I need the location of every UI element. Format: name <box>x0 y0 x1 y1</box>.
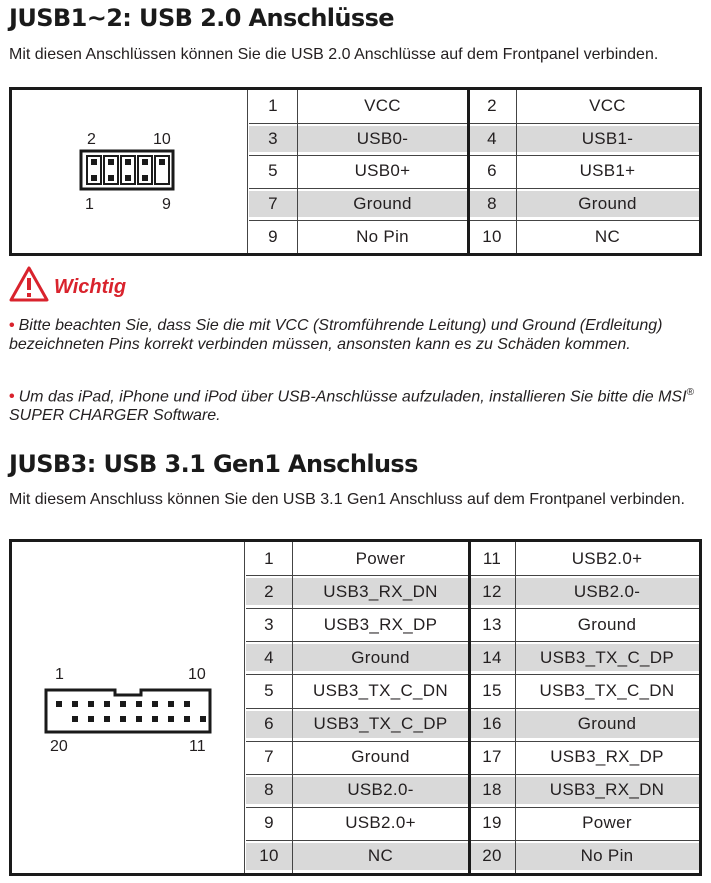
pin-number: 6 <box>487 161 497 181</box>
pin-signal: Ground <box>351 647 410 667</box>
pin-number: 9 <box>268 226 278 246</box>
pin-number: 8 <box>487 194 497 214</box>
header-label-bottom-right: 9 <box>162 196 171 213</box>
row-divider <box>246 641 699 642</box>
row-divider <box>249 155 699 156</box>
header-label-bottom-left: 1 <box>85 196 94 213</box>
pin-number: 10 <box>482 226 502 246</box>
column-divider <box>467 90 470 253</box>
pin-signal: Ground <box>577 714 637 734</box>
row-divider <box>246 674 699 675</box>
pin-signal: USB3_TX_C_DP <box>313 714 448 734</box>
jusb12-pin-table <box>9 87 702 256</box>
pin-number: 17 <box>482 747 502 767</box>
jusb12-header-diagram <box>12 90 248 253</box>
pin-signal: USB3_TX_C_DN <box>539 680 675 700</box>
pin-signal: Ground <box>577 614 637 634</box>
row-divider <box>246 774 699 775</box>
row-divider <box>249 220 699 221</box>
header-label-top-right: 10 <box>153 131 171 148</box>
pin-signal: USB3_TX_C_DN <box>313 680 448 700</box>
pin-number: 5 <box>268 161 278 181</box>
pin-row <box>246 542 699 575</box>
pin-signal: USB0- <box>356 128 409 148</box>
header-label-bottom-left: 20 <box>50 738 68 755</box>
jusb3-pin-table <box>9 539 702 876</box>
pin-number: 9 <box>264 813 274 833</box>
pin-signal: USB2.0- <box>573 581 641 601</box>
pin-number: 15 <box>482 680 502 700</box>
pin-row <box>246 774 699 807</box>
pin-number: 10 <box>259 846 279 866</box>
warning-triangle-icon <box>9 266 49 302</box>
pin-signal: USB2.0- <box>347 780 414 800</box>
pin-number: 4 <box>487 128 497 148</box>
pin-number: 8 <box>264 780 274 800</box>
section1-title: JUSB1~2: USB 2.0 Anschlüsse <box>9 4 394 32</box>
warning-note-2-tail: SUPER CHARGER Software. <box>9 407 221 425</box>
pin-signal: USB0+ <box>354 161 411 181</box>
pin-row <box>249 123 699 156</box>
header-label-bottom-right: 11 <box>189 738 206 755</box>
warning-note-2-text: Um das iPad, iPhone und iPod über USB-Anschlüsse aufzuladen, installieren Sie bitte die MSI <box>18 388 687 406</box>
pin-row <box>249 220 699 253</box>
row-divider <box>249 123 699 124</box>
pin-number: 14 <box>482 647 502 667</box>
section2-description: Mit diesem Anschluss können Sie den USB 3.1 Gen1 Anschluss auf dem Frontpanel verbinden. <box>9 491 685 508</box>
pin-row <box>246 807 699 840</box>
jusb3-pin-rows <box>246 542 699 873</box>
column-divider <box>468 542 471 873</box>
warning-note-1 <box>9 316 701 354</box>
pin-signal: USB2.0+ <box>571 548 643 568</box>
warning-note-1-text: Bitte beachten Sie, dass Sie die mit VCC (Stromführende Leitung) und Ground (Erdleitung) bezeichneten Pins korrekt verbinden müssen, ansonsten kann es zu Schäden kommen. <box>9 317 663 353</box>
jusb12-pin-rows <box>249 90 699 253</box>
header-label-top-right: 10 <box>188 666 206 683</box>
pin-row <box>246 674 699 707</box>
pin-signal: USB3_RX_DN <box>323 581 438 601</box>
pin-row <box>246 641 699 674</box>
header-label-top-left: 1 <box>55 666 64 683</box>
pin-row <box>246 708 699 741</box>
pin-number: 3 <box>268 128 278 148</box>
section1-description: Mit diesen Anschlüssen können Sie die USB 2.0 Anschlüsse auf dem Frontpanel verbinden. <box>9 46 659 63</box>
pin-row <box>246 575 699 608</box>
pin-number: 13 <box>482 614 502 634</box>
pin-number: 2 <box>264 581 274 601</box>
row-divider <box>246 840 699 841</box>
section2-title: JUSB3: USB 3.1 Gen1 Anschluss <box>9 450 418 478</box>
column-divider <box>292 542 293 873</box>
pin-signal: Power <box>582 813 632 833</box>
registered-mark: ® <box>686 387 694 398</box>
pin-signal: USB3_RX_DN <box>549 780 665 800</box>
pin-number: 3 <box>264 614 274 634</box>
row-divider <box>246 807 699 808</box>
column-divider <box>515 542 516 873</box>
pin-signal: USB1- <box>581 128 634 148</box>
pin-number: 16 <box>482 714 502 734</box>
warning-note-2 <box>9 383 701 425</box>
pin-signal: Ground <box>578 194 637 214</box>
pin-number: 4 <box>264 647 274 667</box>
usb2-header-connector-icon <box>79 149 175 191</box>
jusb3-header-diagram <box>12 542 245 873</box>
pin-signal: No Pin <box>356 226 409 246</box>
pin-signal: Ground <box>353 194 412 214</box>
bullet-icon: • <box>9 317 15 334</box>
pin-number: 12 <box>482 581 502 601</box>
row-divider <box>246 741 699 742</box>
pin-signal: USB3_TX_C_DP <box>540 647 674 667</box>
pin-signal: USB2.0+ <box>345 813 416 833</box>
row-divider <box>246 708 699 709</box>
row-divider <box>249 188 699 189</box>
pin-row <box>249 90 699 123</box>
header-label-top-left: 2 <box>87 131 96 148</box>
pin-number: 11 <box>482 548 502 568</box>
pin-number: 6 <box>264 714 274 734</box>
usb3-header-connector-icon <box>43 687 213 735</box>
pin-signal: USB3_RX_DP <box>550 747 664 767</box>
row-divider <box>246 608 699 609</box>
pin-number: 1 <box>264 548 274 568</box>
pin-row <box>246 840 699 873</box>
pin-signal: NC <box>594 226 621 246</box>
pin-signal: VCC <box>589 96 626 116</box>
pin-number: 19 <box>482 813 502 833</box>
bullet-icon: • <box>9 388 15 406</box>
pin-signal: VCC <box>364 96 401 116</box>
pin-number: 7 <box>264 747 274 767</box>
pin-signal: No Pin <box>580 846 634 866</box>
warning-title: Wichtig <box>54 276 127 298</box>
pin-number: 5 <box>264 680 274 700</box>
column-divider <box>297 90 298 253</box>
pin-signal: Power <box>355 548 406 568</box>
pin-signal: USB1+ <box>579 161 636 181</box>
pin-number: 2 <box>487 96 497 116</box>
pin-number: 1 <box>268 96 278 116</box>
pin-number: 7 <box>268 194 278 214</box>
pin-signal: NC <box>367 846 394 866</box>
pin-signal: USB3_RX_DP <box>323 614 438 634</box>
pin-row <box>246 741 699 774</box>
column-divider <box>516 90 517 253</box>
pin-row <box>249 155 699 188</box>
pin-number: 20 <box>482 846 502 866</box>
pin-signal: Ground <box>351 747 410 767</box>
row-divider <box>246 575 699 576</box>
pin-row <box>249 188 699 221</box>
pin-number: 18 <box>482 780 502 800</box>
pin-row <box>246 608 699 641</box>
